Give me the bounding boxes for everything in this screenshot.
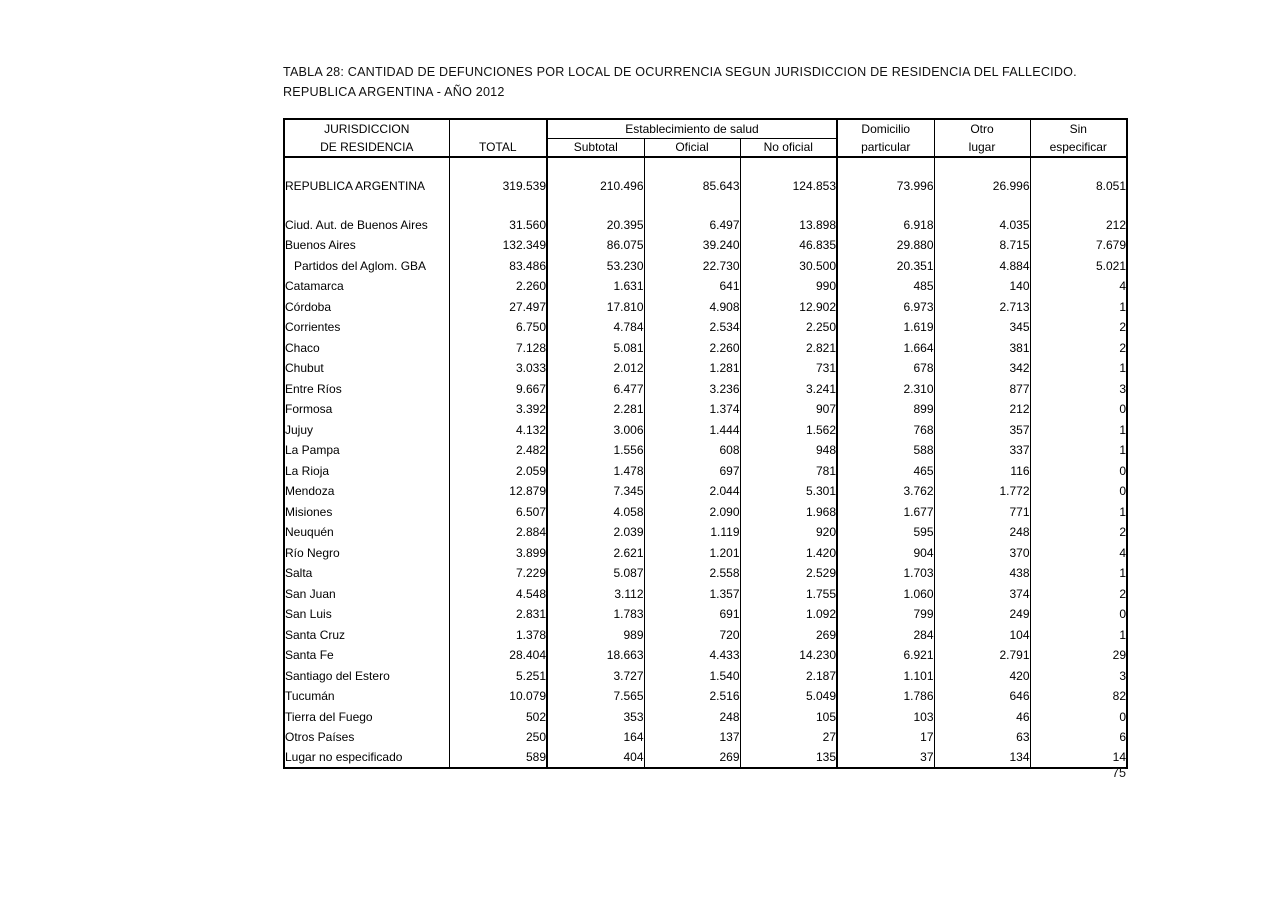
value-cell: 1 [1030, 502, 1127, 523]
value-cell: 608 [644, 440, 740, 461]
value-cell: 212 [1030, 215, 1127, 236]
table-row [284, 748, 1127, 769]
value-cell: 5.301 [740, 481, 837, 502]
value-cell: 353 [547, 707, 644, 728]
value-cell: 46 [934, 707, 1030, 728]
header-jurisdiccion-line1: JURISDICCION [324, 122, 410, 136]
jurisdiction-cell: Santa Fe [285, 648, 334, 663]
defunciones-table [283, 118, 1128, 769]
header-otro-line1: Otro [934, 119, 1030, 138]
value-cell: 2.529 [740, 563, 837, 584]
value-cell: 26.996 [934, 176, 1030, 196]
value-cell: 920 [740, 522, 837, 543]
value-cell: 3.112 [547, 584, 644, 605]
jurisdiction-cell: Chaco [285, 340, 320, 355]
value-cell: 990 [740, 276, 837, 297]
value-cell: 7.679 [1030, 235, 1127, 256]
jurisdiction-cell: Salta [285, 566, 313, 581]
value-cell: 342 [934, 358, 1030, 379]
header-total: TOTAL [449, 138, 547, 157]
value-cell: 370 [934, 543, 1030, 564]
value-cell: 0 [1030, 481, 1127, 502]
value-cell: 697 [644, 461, 740, 482]
value-cell: 6.921 [837, 645, 934, 666]
jurisdiction-cell: Tucumán [285, 689, 335, 704]
value-cell: 2 [1030, 522, 1127, 543]
header-group-establecimiento: Establecimiento de salud [547, 119, 837, 138]
jurisdiction-cell [284, 157, 449, 176]
value-cell: 1.119 [644, 522, 740, 543]
value-cell: 1.540 [644, 666, 740, 687]
value-cell: 2.059 [449, 461, 547, 482]
table-header [284, 119, 1127, 157]
jurisdiction-cell: Otros Países [285, 730, 355, 745]
value-cell: 641 [644, 276, 740, 297]
jurisdiction-cell: San Juan [285, 586, 336, 601]
value-cell: 2.621 [547, 543, 644, 564]
value-cell: 249 [934, 604, 1030, 625]
value-cell: 37 [837, 748, 934, 769]
value-cell: 2.534 [644, 317, 740, 338]
table-title-line2: REPUBLICA ARGENTINA - AÑO 2012 [283, 84, 505, 99]
value-cell: 2.713 [934, 297, 1030, 318]
value-cell: 2 [1030, 338, 1127, 359]
value-cell: 2.039 [547, 522, 644, 543]
value-cell: 124.853 [740, 176, 837, 196]
table-row [284, 338, 1127, 359]
table-row [284, 522, 1127, 543]
table-row [284, 502, 1127, 523]
value-cell: 27 [740, 727, 837, 748]
value-cell: 14 [1030, 748, 1127, 769]
value-cell: 691 [644, 604, 740, 625]
value-cell: 6.973 [837, 297, 934, 318]
value-cell: 319.539 [449, 176, 547, 196]
table-row [284, 399, 1127, 420]
value-cell: 2 [1030, 584, 1127, 605]
table-row [284, 666, 1127, 687]
value-cell: 3.241 [740, 379, 837, 400]
value-cell: 86.075 [547, 235, 644, 256]
value-cell: 5.081 [547, 338, 644, 359]
value-cell: 5.087 [547, 563, 644, 584]
header-sin-line1: Sin [1030, 119, 1127, 138]
jurisdiction-cell: Entre Ríos [285, 381, 342, 396]
value-cell: 989 [547, 625, 644, 646]
value-cell: 2 [1030, 317, 1127, 338]
value-cell: 82 [1030, 686, 1127, 707]
value-cell: 284 [837, 625, 934, 646]
value-cell: 948 [740, 440, 837, 461]
table-title-line1: TABLA 28: CANTIDAD DE DEFUNCIONES POR LOCAL DE OCURRENCIA SEGUN JURISDICCION DE RESIDENCIA DEL FALLECIDO. [283, 65, 1077, 79]
jurisdiction-cell: Santiago del Estero [285, 668, 390, 683]
value-cell: 731 [740, 358, 837, 379]
value-cell: 3 [1030, 666, 1127, 687]
table-row [284, 276, 1127, 297]
value-cell [644, 157, 740, 176]
value-cell: 3.899 [449, 543, 547, 564]
value-cell: 4.884 [934, 256, 1030, 277]
value-cell: 4.908 [644, 297, 740, 318]
jurisdiction-cell: La Pampa [285, 443, 340, 458]
value-cell: 1 [1030, 563, 1127, 584]
value-cell: 63 [934, 727, 1030, 748]
jurisdiction-cell: Misiones [285, 504, 333, 519]
value-cell [740, 157, 837, 176]
value-cell: 2.831 [449, 604, 547, 625]
value-cell: 0 [1030, 604, 1127, 625]
value-cell: 5.049 [740, 686, 837, 707]
value-cell: 5.021 [1030, 256, 1127, 277]
value-cell: 0 [1030, 707, 1127, 728]
value-cell [547, 196, 644, 215]
jurisdiction-cell: REPUBLICA ARGENTINA [285, 179, 426, 193]
value-cell: 2.558 [644, 563, 740, 584]
value-cell: 31.560 [449, 215, 547, 236]
value-cell: 20.351 [837, 256, 934, 277]
value-cell: 1.281 [644, 358, 740, 379]
value-cell: 678 [837, 358, 934, 379]
value-cell: 248 [934, 522, 1030, 543]
jurisdiction-cell: Tierra del Fuego [285, 709, 373, 724]
value-cell: 85.643 [644, 176, 740, 196]
value-cell: 132.349 [449, 235, 547, 256]
value-cell: 6.497 [644, 215, 740, 236]
value-cell: 18.663 [547, 645, 644, 666]
value-cell: 0 [1030, 399, 1127, 420]
jurisdiction-cell: Córdoba [285, 299, 332, 314]
value-cell: 7.128 [449, 338, 547, 359]
value-cell: 27.497 [449, 297, 547, 318]
value-cell: 2.884 [449, 522, 547, 543]
value-cell: 1.772 [934, 481, 1030, 502]
value-cell: 899 [837, 399, 934, 420]
table-row [284, 727, 1127, 748]
value-cell: 404 [547, 748, 644, 769]
header-sin-line2: especificar [1030, 138, 1127, 157]
value-cell: 13.898 [740, 215, 837, 236]
value-cell: 2.260 [449, 276, 547, 297]
value-cell: 269 [644, 748, 740, 769]
value-cell [837, 157, 934, 176]
value-cell: 5.251 [449, 666, 547, 687]
table-row [284, 317, 1127, 338]
spacer-row [284, 157, 1127, 176]
value-cell: 12.879 [449, 481, 547, 502]
value-cell: 357 [934, 420, 1030, 441]
value-cell: 137 [644, 727, 740, 748]
value-cell [644, 196, 740, 215]
value-cell: 250 [449, 727, 547, 748]
value-cell: 589 [449, 748, 547, 769]
header-oficial: Oficial [644, 138, 740, 157]
value-cell: 2.187 [740, 666, 837, 687]
table-row [284, 481, 1127, 502]
value-cell: 337 [934, 440, 1030, 461]
jurisdiction-cell: Santa Cruz [285, 627, 346, 642]
value-cell: 7.229 [449, 563, 547, 584]
header-domicilio-line2: particular [837, 138, 934, 157]
value-cell: 1 [1030, 440, 1127, 461]
value-cell: 103 [837, 707, 934, 728]
value-cell: 140 [934, 276, 1030, 297]
value-cell: 1.631 [547, 276, 644, 297]
value-cell: 4.433 [644, 645, 740, 666]
value-cell: 1.786 [837, 686, 934, 707]
value-cell: 46.835 [740, 235, 837, 256]
value-cell: 135 [740, 748, 837, 769]
header-no-oficial: No oficial [740, 138, 837, 157]
value-cell: 4.784 [547, 317, 644, 338]
value-cell: 1.420 [740, 543, 837, 564]
value-cell: 588 [837, 440, 934, 461]
jurisdiction-cell: Catamarca [285, 279, 344, 294]
value-cell: 2.090 [644, 502, 740, 523]
jurisdiction-cell: Río Negro [285, 545, 340, 560]
value-cell: 3 [1030, 379, 1127, 400]
value-cell: 502 [449, 707, 547, 728]
value-cell: 8.051 [1030, 176, 1127, 196]
table-row [284, 358, 1127, 379]
value-cell: 1.378 [449, 625, 547, 646]
value-cell: 768 [837, 420, 934, 441]
value-cell: 1 [1030, 625, 1127, 646]
value-cell: 3.727 [547, 666, 644, 687]
value-cell: 1.101 [837, 666, 934, 687]
value-cell: 29 [1030, 645, 1127, 666]
value-cell: 485 [837, 276, 934, 297]
value-cell: 1.444 [644, 420, 740, 441]
value-cell: 877 [934, 379, 1030, 400]
value-cell: 3.006 [547, 420, 644, 441]
value-cell: 1 [1030, 358, 1127, 379]
value-cell: 7.345 [547, 481, 644, 502]
value-cell: 248 [644, 707, 740, 728]
value-cell: 907 [740, 399, 837, 420]
value-cell: 420 [934, 666, 1030, 687]
value-cell: 20.395 [547, 215, 644, 236]
value-cell: 4.132 [449, 420, 547, 441]
value-cell: 1 [1030, 420, 1127, 441]
value-cell: 2.516 [644, 686, 740, 707]
header-total-spacer [449, 119, 547, 138]
value-cell: 1.677 [837, 502, 934, 523]
value-cell: 2.044 [644, 481, 740, 502]
value-cell: 1.755 [740, 584, 837, 605]
value-cell: 2.012 [547, 358, 644, 379]
value-cell [449, 157, 547, 176]
jurisdiction-cell: Corrientes [285, 320, 341, 335]
table-body [284, 157, 1127, 768]
value-cell: 1.092 [740, 604, 837, 625]
value-cell: 3.762 [837, 481, 934, 502]
value-cell [934, 157, 1030, 176]
value-cell: 1.201 [644, 543, 740, 564]
value-cell: 1.968 [740, 502, 837, 523]
table-row [284, 707, 1127, 728]
value-cell: 4.548 [449, 584, 547, 605]
value-cell [934, 196, 1030, 215]
value-cell: 104 [934, 625, 1030, 646]
value-cell [1030, 157, 1127, 176]
value-cell: 1.478 [547, 461, 644, 482]
table-row [284, 645, 1127, 666]
value-cell: 2.281 [547, 399, 644, 420]
value-cell: 3.392 [449, 399, 547, 420]
header-otro-line2: lugar [934, 138, 1030, 157]
table-row [284, 604, 1127, 625]
value-cell: 2.821 [740, 338, 837, 359]
value-cell: 3.033 [449, 358, 547, 379]
jurisdiction-cell: Buenos Aires [285, 238, 356, 253]
value-cell: 1.783 [547, 604, 644, 625]
jurisdiction-cell: La Rioja [285, 463, 330, 478]
value-cell: 1.556 [547, 440, 644, 461]
value-cell: 116 [934, 461, 1030, 482]
value-cell [740, 196, 837, 215]
table-row [284, 215, 1127, 236]
page-number: 75 [1111, 766, 1126, 780]
value-cell: 12.902 [740, 297, 837, 318]
table-row [284, 256, 1127, 277]
table-row [284, 235, 1127, 256]
value-cell: 1.060 [837, 584, 934, 605]
jurisdiction-cell: San Luis [285, 607, 332, 622]
value-cell: 22.730 [644, 256, 740, 277]
table-row [284, 686, 1127, 707]
value-cell: 6.918 [837, 215, 934, 236]
jurisdiction-cell: Formosa [285, 402, 333, 417]
value-cell: 14.230 [740, 645, 837, 666]
value-cell: 595 [837, 522, 934, 543]
jurisdiction-cell [284, 196, 449, 215]
value-cell: 2.260 [644, 338, 740, 359]
value-cell [449, 196, 547, 215]
value-cell: 29.880 [837, 235, 934, 256]
table-row [284, 543, 1127, 564]
value-cell [547, 157, 644, 176]
table-row [284, 625, 1127, 646]
value-cell: 105 [740, 707, 837, 728]
header-domicilio-line1: Domicilio [837, 119, 934, 138]
value-cell: 4.035 [934, 215, 1030, 236]
value-cell: 6.507 [449, 502, 547, 523]
value-cell: 2.310 [837, 379, 934, 400]
value-cell: 10.079 [449, 686, 547, 707]
value-cell: 0 [1030, 461, 1127, 482]
value-cell: 1.703 [837, 563, 934, 584]
value-cell: 73.996 [837, 176, 934, 196]
jurisdiction-cell: Ciud. Aut. de Buenos Aires [285, 217, 428, 232]
value-cell: 53.230 [547, 256, 644, 277]
table-row [284, 461, 1127, 482]
value-cell: 720 [644, 625, 740, 646]
value-cell: 9.667 [449, 379, 547, 400]
value-cell: 3.236 [644, 379, 740, 400]
value-cell: 465 [837, 461, 934, 482]
value-cell: 39.240 [644, 235, 740, 256]
table-row [284, 420, 1127, 441]
value-cell: 7.565 [547, 686, 644, 707]
value-cell: 2.250 [740, 317, 837, 338]
value-cell: 374 [934, 584, 1030, 605]
value-cell: 134 [934, 748, 1030, 769]
value-cell: 6.477 [547, 379, 644, 400]
value-cell: 4.058 [547, 502, 644, 523]
value-cell: 438 [934, 563, 1030, 584]
value-cell: 2.791 [934, 645, 1030, 666]
value-cell: 1.619 [837, 317, 934, 338]
country-total-row [284, 176, 1127, 196]
value-cell: 345 [934, 317, 1030, 338]
value-cell: 269 [740, 625, 837, 646]
value-cell [837, 196, 934, 215]
value-cell: 83.486 [449, 256, 547, 277]
value-cell: 28.404 [449, 645, 547, 666]
value-cell: 30.500 [740, 256, 837, 277]
value-cell: 164 [547, 727, 644, 748]
value-cell: 210.496 [547, 176, 644, 196]
jurisdiction-cell: Chubut [285, 361, 324, 376]
table-row [284, 297, 1127, 318]
table-title [283, 63, 1083, 102]
value-cell: 1.357 [644, 584, 740, 605]
jurisdiction-cell: Lugar no especificado [285, 750, 403, 765]
value-cell: 1.664 [837, 338, 934, 359]
value-cell: 799 [837, 604, 934, 625]
table-row [284, 379, 1127, 400]
value-cell: 381 [934, 338, 1030, 359]
jurisdiction-cell: Neuquén [285, 525, 334, 540]
value-cell: 212 [934, 399, 1030, 420]
table-row [284, 584, 1127, 605]
value-cell: 1.374 [644, 399, 740, 420]
value-cell: 904 [837, 543, 934, 564]
value-cell: 8.715 [934, 235, 1030, 256]
jurisdiction-cell: Jujuy [285, 422, 314, 437]
value-cell: 781 [740, 461, 837, 482]
value-cell [1030, 196, 1127, 215]
table-row [284, 440, 1127, 461]
value-cell: 771 [934, 502, 1030, 523]
value-cell: 646 [934, 686, 1030, 707]
value-cell: 2.482 [449, 440, 547, 461]
value-cell: 17 [837, 727, 934, 748]
value-cell: 17.810 [547, 297, 644, 318]
value-cell: 4 [1030, 543, 1127, 564]
value-cell: 4 [1030, 276, 1127, 297]
value-cell: 1 [1030, 297, 1127, 318]
table-row [284, 563, 1127, 584]
value-cell: 6 [1030, 727, 1127, 748]
jurisdiction-cell: Partidos del Aglom. GBA [294, 258, 427, 273]
jurisdiction-cell: Mendoza [285, 484, 335, 499]
header-subtotal: Subtotal [547, 138, 644, 157]
value-cell: 6.750 [449, 317, 547, 338]
spacer-row [284, 196, 1127, 215]
value-cell: 1.562 [740, 420, 837, 441]
header-jurisdiccion-line2: DE RESIDENCIA [320, 140, 414, 154]
